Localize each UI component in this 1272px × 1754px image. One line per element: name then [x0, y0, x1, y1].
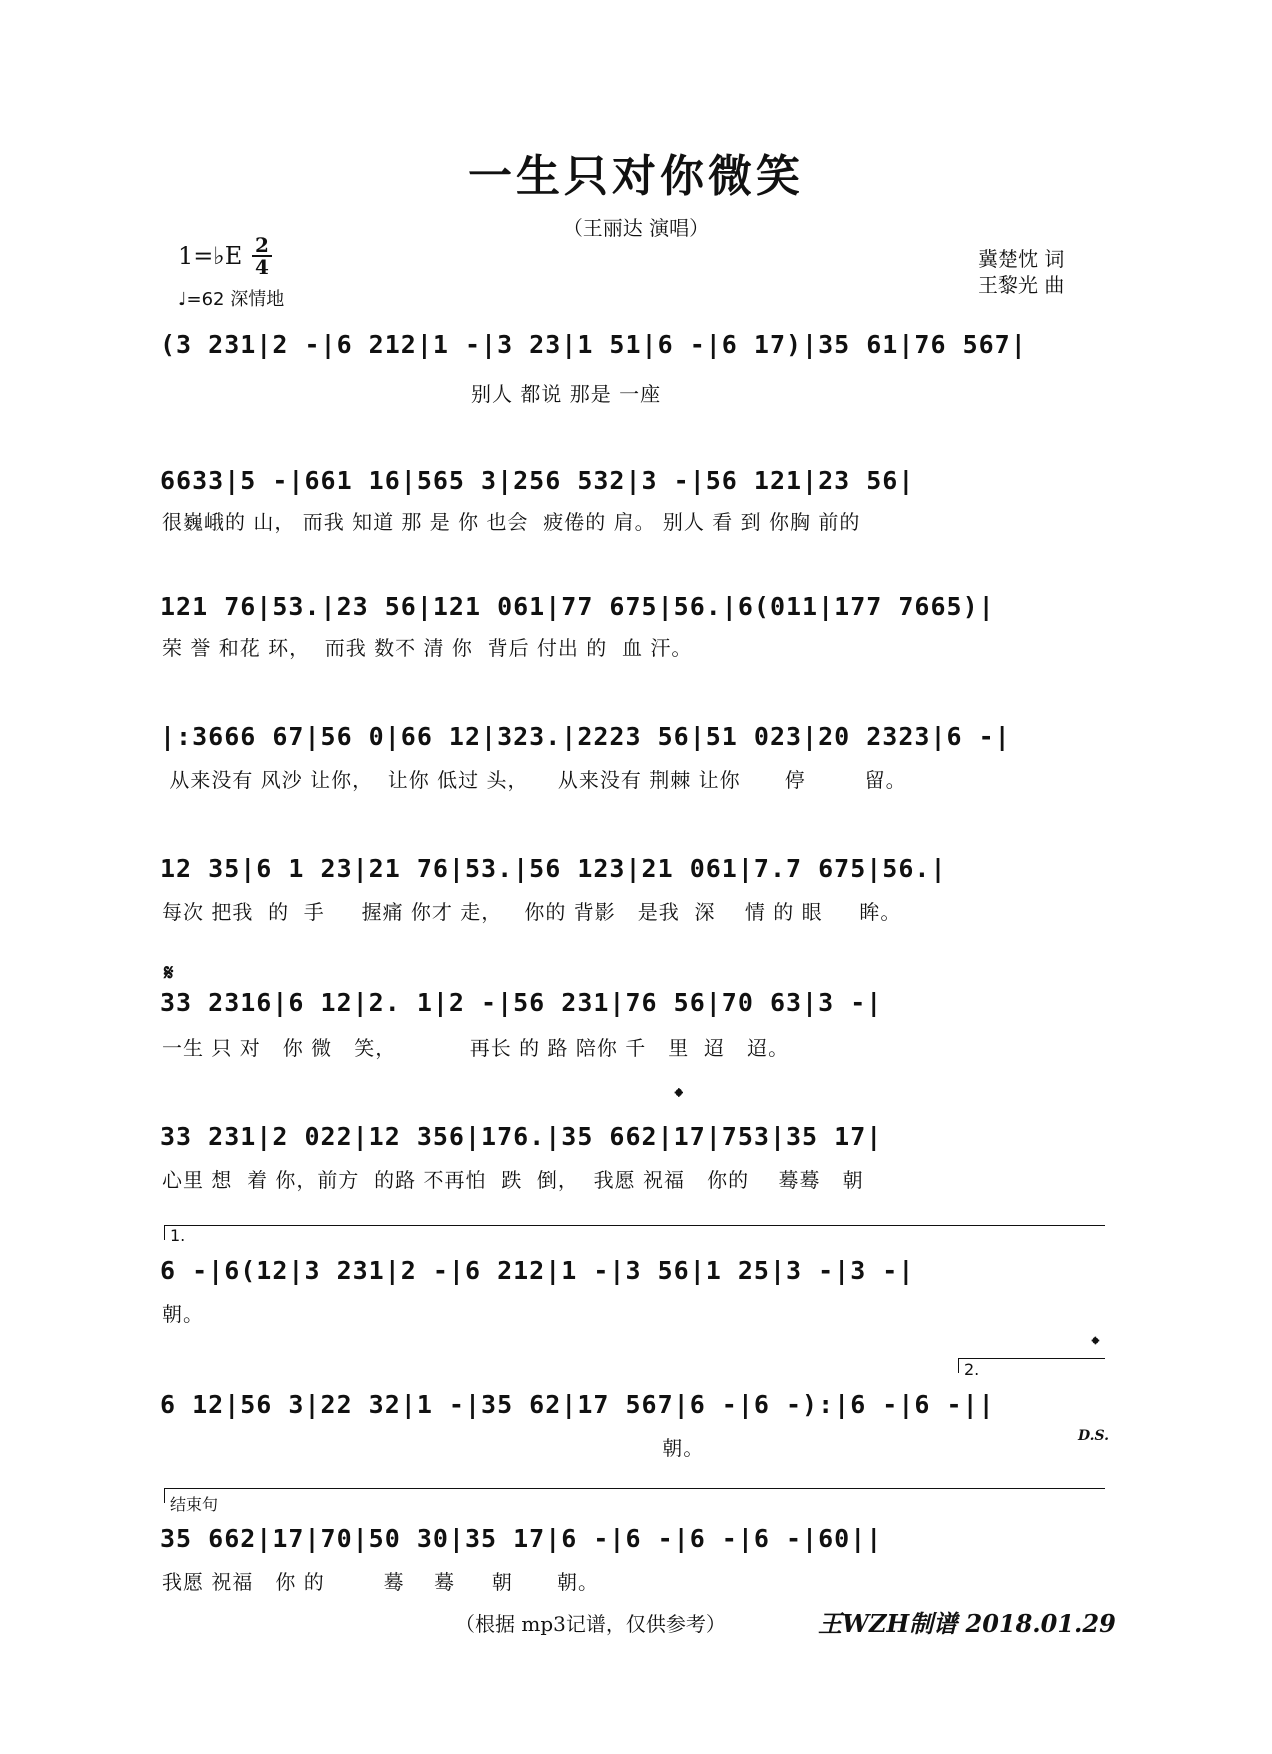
lyric-line-4: 从来没有 风沙 让你， 让你 低过 头， 从来没有 荆棘 让你 停 留。 [162, 768, 907, 792]
time-signature [252, 233, 272, 279]
coda-icon: 𝄌 [675, 1084, 683, 1110]
coda-icon-2: 𝄌 [1092, 1332, 1099, 1356]
notation-line-1: (3 231|2 -|6 212|1 -|3 23|1 51|6 -|6 17)|35 61|76 567| [160, 330, 1027, 359]
notation-line-6: 33 2316|6 12|2. 1|2 -|56 231|76 56|70 63|3 -| [160, 988, 883, 1017]
transcription-note: （根据 mp3记谱，仅供参考） [455, 1612, 726, 1636]
key-signature: 1=♭E [178, 242, 243, 270]
volta-2-label: 2. [964, 1360, 980, 1379]
lyric-line-8: 朝。 [162, 1302, 204, 1326]
notation-line-9: 6 12|56 3|22 32|1 -|35 62|17 567|6 -|6 -):|6 -|6 -|| [160, 1390, 995, 1419]
credits [978, 246, 1064, 298]
performer-subtitle: （王丽达 演唱） [562, 216, 710, 240]
lyric-line-10: 我愿 祝福 你 的 蓦 蓦 朝 朝。 [162, 1570, 600, 1594]
lyric-line-6: 一生 只 对 你 微 笑， 再长 的 路 陪你 千 里 迢 迢。 [162, 1036, 790, 1060]
notation-line-3: 121 76|53.|23 56|121 061|77 675|56.|6(011|177 7665)| [160, 592, 995, 621]
lyricist: 冀楚忱 词 [978, 247, 1065, 271]
lyric-line-2: 很巍峨的 山， 而我 知道 那 是 你 也会 疲倦的 肩。 别人 看 到 你胸 前的 [162, 510, 861, 534]
lyric-line-7: 心里 想 着 你，前方 的路 不再怕 跌 倒， 我愿 祝福 你的 蓦蓦 朝 [162, 1168, 864, 1192]
volta-1-label: 1. [170, 1226, 186, 1245]
volta-1-bracket [164, 1225, 1105, 1240]
lyric-line-1: 别人 都说 那是 一座 [162, 382, 662, 406]
volta-2-bracket [958, 1358, 1105, 1373]
notation-line-4: |:3666 67|56 0|66 12|323.|2223 56|51 023|20 2323|6 -| [160, 722, 1011, 751]
transcriber-signature: 王WZH制谱 2018.01.29 [818, 1609, 1116, 1638]
notation-line-7: 33 231|2 022|12 356|176.|35 662|17|753|35 17| [160, 1122, 883, 1151]
time-signature-bottom: 4 [255, 255, 269, 279]
notation-line-8: 6 -|6(12|3 231|2 -|6 212|1 -|3 56|1 25|3 -|3 -| [160, 1256, 915, 1285]
ds-marking: D.S. [1078, 1428, 1110, 1444]
notation-line-10: 35 662|17|70|50 30|35 17|6 -|6 -|6 -|6 -|60|| [160, 1524, 883, 1553]
segno-icon: 𝄋 [164, 960, 174, 986]
ending-bracket [164, 1488, 1105, 1503]
notation-line-2: 6633|5 -|661 16|565 3|256 532|3 -|56 121|23 56| [160, 466, 915, 495]
time-signature-top: 2 [255, 233, 269, 257]
song-title: 一生只对你微笑 [468, 151, 804, 202]
tempo-marking: ♩=62 深情地 [178, 289, 285, 310]
lyric-line-5: 每次 把我 的 手 握痛 你才 走， 你的 背影 是我 深 情 的 眼 眸。 [162, 900, 902, 924]
notation-line-5: 12 35|6 1 23|21 76|53.|56 123|21 061|7.7 675|56.| [160, 854, 947, 883]
lyric-line-3: 荣 誉 和花 环， 而我 数不 清 你 背后 付出 的 血 汗。 [162, 636, 693, 660]
ending-label: 结束句 [170, 1495, 219, 1514]
composer: 王黎光 曲 [978, 273, 1065, 297]
lyric-line-9: 朝。 [162, 1436, 705, 1460]
